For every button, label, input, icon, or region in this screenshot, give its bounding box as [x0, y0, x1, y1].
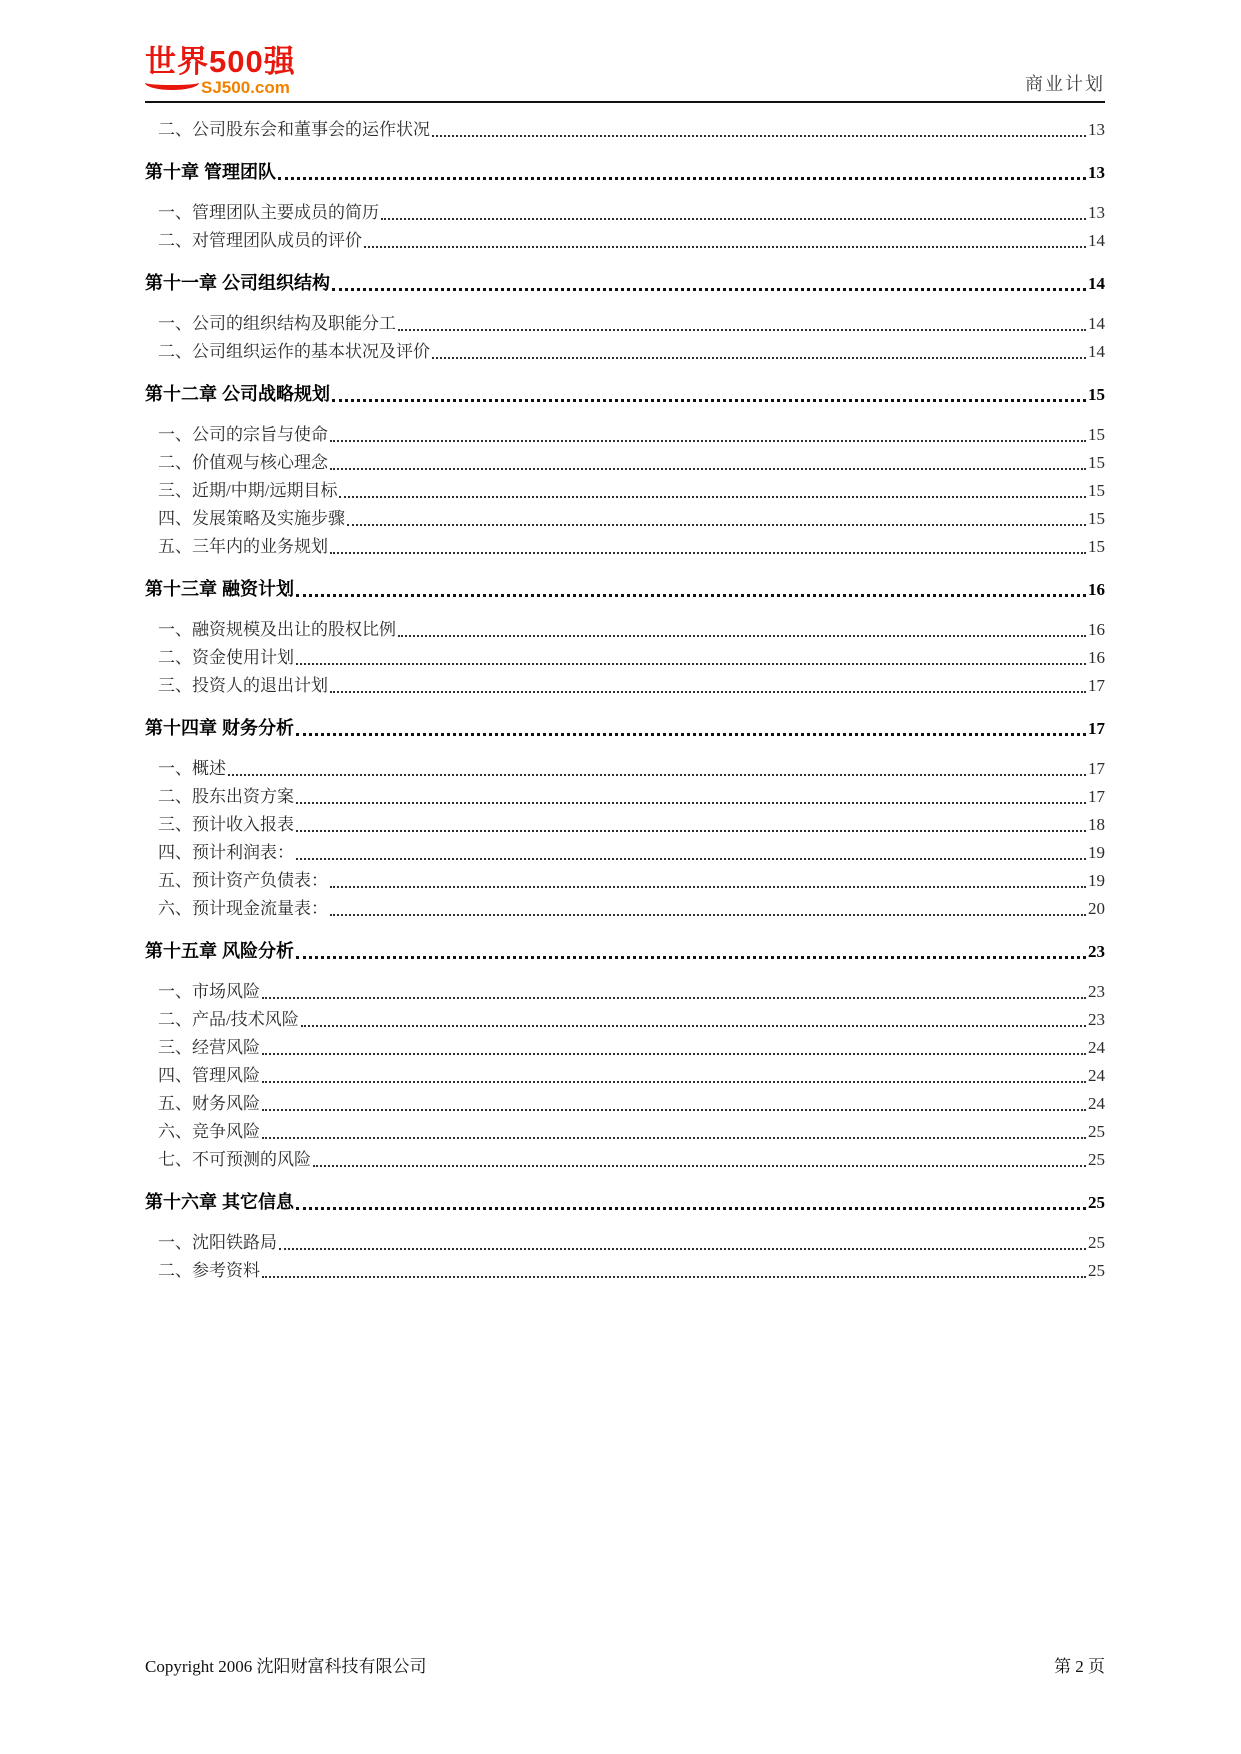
toc-entry-title: 一、管理团队主要成员的简历 [158, 203, 379, 222]
toc-leader-dots [364, 246, 1086, 248]
toc-entry-page: 15 [1088, 481, 1105, 500]
toc-leader-dots [296, 802, 1086, 804]
toc-entry[interactable] [145, 839, 1105, 867]
toc-entry-title: 二、参考资料 [158, 1261, 260, 1280]
toc-entry-title: 二、公司组织运作的基本状况及评价 [158, 342, 430, 361]
sj500-logo [145, 46, 296, 98]
toc-entry-title: 一、沈阳铁路局 [158, 1233, 277, 1252]
toc-leader-dots [330, 552, 1086, 554]
toc-entry[interactable] [145, 978, 1105, 1006]
footer-copyright: Copyright 2006 沈阳财富科技有限公司 [145, 1657, 427, 1676]
toc-entry-page: 19 [1088, 843, 1105, 862]
toc-entry-title: 二、资金使用计划 [158, 648, 294, 667]
toc-entry-page: 23 [1088, 1010, 1105, 1029]
toc-entry[interactable] [145, 1118, 1105, 1146]
toc-leader-dots [339, 496, 1086, 498]
page-footer [145, 1652, 1105, 1677]
toc-entry[interactable] [145, 644, 1105, 672]
toc-leader-dots [262, 1081, 1086, 1083]
toc-entry-page: 15 [1088, 425, 1105, 444]
toc-entry-page: 17 [1088, 759, 1105, 778]
toc-entry-title: 二、产品/技术风险 [158, 1010, 299, 1029]
toc-leader-dots [301, 1025, 1086, 1027]
toc-entry-page: 16 [1088, 580, 1105, 599]
toc-entry[interactable] [145, 1146, 1105, 1174]
toc-entry-page: 15 [1088, 537, 1105, 556]
toc-leader-dots [262, 1276, 1086, 1278]
toc-entry[interactable] [145, 616, 1105, 644]
toc-entry[interactable] [145, 338, 1105, 366]
toc-entry[interactable] [145, 1062, 1105, 1090]
toc-entry-page: 25 [1088, 1193, 1105, 1212]
toc-entry-page: 13 [1088, 203, 1105, 222]
toc-leader-dots [330, 914, 1086, 916]
toc-entry-title: 第十五章 风险分析 [145, 941, 295, 961]
toc-entry-page: 17 [1088, 787, 1105, 806]
logo-text-domain: SJ500.com [201, 78, 290, 97]
toc-leader-dots [296, 956, 1086, 959]
toc-entry-page: 20 [1088, 899, 1105, 918]
toc-entry-title: 一、市场风险 [158, 982, 260, 1001]
toc-leader-dots [330, 468, 1086, 470]
toc-leader-dots [330, 440, 1086, 442]
toc-entry[interactable] [145, 714, 1105, 742]
toc-leader-dots [228, 774, 1086, 776]
toc-entry[interactable] [145, 310, 1105, 338]
logo-text-main: 世界500强 [145, 44, 296, 79]
toc-entry-page: 23 [1088, 982, 1105, 1001]
toc-entry-page: 25 [1088, 1122, 1105, 1141]
toc-entry-title: 三、预计收入报表 [158, 815, 294, 834]
toc-list [145, 116, 1105, 1285]
toc-entry[interactable] [145, 1090, 1105, 1118]
toc-entry-page: 23 [1088, 942, 1105, 961]
page-header [145, 46, 1105, 103]
toc-entry-page: 17 [1088, 676, 1105, 695]
toc-leader-dots [296, 663, 1086, 665]
toc-entry[interactable] [145, 477, 1105, 505]
toc-entry[interactable] [145, 755, 1105, 783]
toc-entry-page: 15 [1088, 453, 1105, 472]
toc-leader-dots [432, 357, 1086, 359]
toc-leader-dots [432, 135, 1086, 137]
toc-entry-page: 25 [1088, 1150, 1105, 1169]
toc-entry-title: 五、预计资产负债表： [158, 871, 328, 890]
toc-entry-page: 24 [1088, 1094, 1105, 1113]
toc-entry-page: 25 [1088, 1261, 1105, 1280]
toc-entry[interactable] [145, 867, 1105, 895]
toc-entry-title: 七、不可预测的风险 [158, 1150, 311, 1169]
toc-leader-dots [347, 524, 1086, 526]
toc-entry-title: 三、经营风险 [158, 1038, 260, 1057]
toc-leader-dots [296, 594, 1086, 597]
toc-entry-title: 五、财务风险 [158, 1094, 260, 1113]
toc-entry[interactable] [145, 937, 1105, 965]
toc-entry-title: 第十四章 财务分析 [145, 718, 295, 738]
toc-entry[interactable] [145, 1188, 1105, 1216]
toc-entry[interactable] [145, 1034, 1105, 1062]
toc-entry[interactable] [145, 533, 1105, 561]
toc-entry-title: 二、股东出资方案 [158, 787, 294, 806]
toc-entry-page: 24 [1088, 1066, 1105, 1085]
toc-entry-title: 三、近期/中期/远期目标 [158, 481, 338, 500]
toc-entry-title: 四、管理风险 [158, 1066, 260, 1085]
toc-entry[interactable] [145, 1006, 1105, 1034]
toc-leader-dots [296, 858, 1086, 860]
toc-entry[interactable] [145, 199, 1105, 227]
toc-entry[interactable] [145, 895, 1105, 923]
toc-entry-title: 第十六章 其它信息 [145, 1192, 295, 1212]
toc-leader-dots [398, 329, 1086, 331]
toc-leader-dots [330, 691, 1086, 693]
toc-entry[interactable] [145, 811, 1105, 839]
toc-entry[interactable] [145, 269, 1105, 297]
toc-leader-dots [381, 218, 1086, 220]
toc-entry-page: 19 [1088, 871, 1105, 890]
toc-entry-title: 五、三年内的业务规划 [158, 537, 328, 556]
toc-leader-dots [296, 830, 1086, 832]
toc-leader-dots [262, 1137, 1086, 1139]
toc-entry-page: 16 [1088, 620, 1105, 639]
toc-entry-title: 第十章 管理团队 [145, 162, 277, 182]
toc-entry[interactable] [145, 158, 1105, 186]
toc-entry-page: 13 [1088, 120, 1105, 139]
toc-leader-dots [279, 1248, 1086, 1250]
toc-leader-dots [296, 1207, 1086, 1210]
toc-entry[interactable] [145, 421, 1105, 449]
toc-entry-title: 二、对管理团队成员的评价 [158, 231, 362, 250]
toc-leader-dots [262, 1109, 1086, 1111]
toc-leader-dots [296, 733, 1086, 736]
toc-entry-title: 六、预计现金流量表： [158, 899, 328, 918]
toc-entry-title: 第十二章 公司战略规划 [145, 384, 330, 404]
toc-entry-title: 一、公司的宗旨与使命 [158, 425, 328, 444]
toc-entry-title: 一、公司的组织结构及职能分工 [158, 314, 396, 333]
toc-leader-dots [332, 288, 1086, 291]
toc-entry-page: 16 [1088, 648, 1105, 667]
toc-leader-dots [278, 177, 1086, 180]
toc-leader-dots [332, 399, 1086, 402]
toc-entry-page: 15 [1088, 509, 1105, 528]
toc-entry[interactable] [145, 505, 1105, 533]
toc-entry-title: 二、价值观与核心理念 [158, 453, 328, 472]
toc-entry[interactable] [145, 227, 1105, 255]
toc-entry-page: 14 [1088, 342, 1105, 361]
toc-entry-title: 第十三章 融资计划 [145, 579, 295, 599]
toc-entry[interactable] [145, 1229, 1105, 1257]
toc-entry[interactable] [145, 575, 1105, 603]
toc-entry-page: 25 [1088, 1233, 1105, 1252]
toc-leader-dots [262, 997, 1086, 999]
toc-entry-title: 一、概述 [158, 759, 226, 778]
toc-entry[interactable] [145, 116, 1105, 144]
toc-entry-title: 三、投资人的退出计划 [158, 676, 328, 695]
toc-leader-dots [330, 886, 1086, 888]
toc-entry[interactable] [145, 783, 1105, 811]
toc-leader-dots [262, 1053, 1086, 1055]
toc-entry-page: 13 [1088, 163, 1105, 182]
toc-entry-page: 18 [1088, 815, 1105, 834]
toc-entry-page: 14 [1088, 314, 1105, 333]
toc-leader-dots [398, 635, 1086, 637]
smile-arc-icon [145, 77, 199, 90]
toc-entry-page: 17 [1088, 719, 1105, 738]
toc-entry[interactable] [145, 672, 1105, 700]
toc-entry-title: 四、预计利润表： [158, 843, 294, 862]
footer-page-number: 第 2 页 [1054, 1657, 1105, 1676]
toc-entry-title: 二、公司股东会和董事会的运作状况 [158, 120, 430, 139]
logo-bottom-row [145, 77, 296, 98]
toc-entry-title: 一、融资规模及出让的股权比例 [158, 620, 396, 639]
toc-entry-title: 第十一章 公司组织结构 [145, 273, 330, 293]
toc-entry-page: 14 [1088, 231, 1105, 250]
document-type-label: 商业计划 [1025, 74, 1105, 94]
toc-entry-title: 六、竞争风险 [158, 1122, 260, 1141]
toc-entry-title: 四、发展策略及实施步骤 [158, 509, 345, 528]
toc-entry-page: 15 [1088, 385, 1105, 404]
toc-entry[interactable] [145, 449, 1105, 477]
toc-entry[interactable] [145, 380, 1105, 408]
toc-entry[interactable] [145, 1257, 1105, 1285]
toc-entry-page: 24 [1088, 1038, 1105, 1057]
toc-entry-page: 14 [1088, 274, 1105, 293]
toc-leader-dots [313, 1165, 1086, 1167]
